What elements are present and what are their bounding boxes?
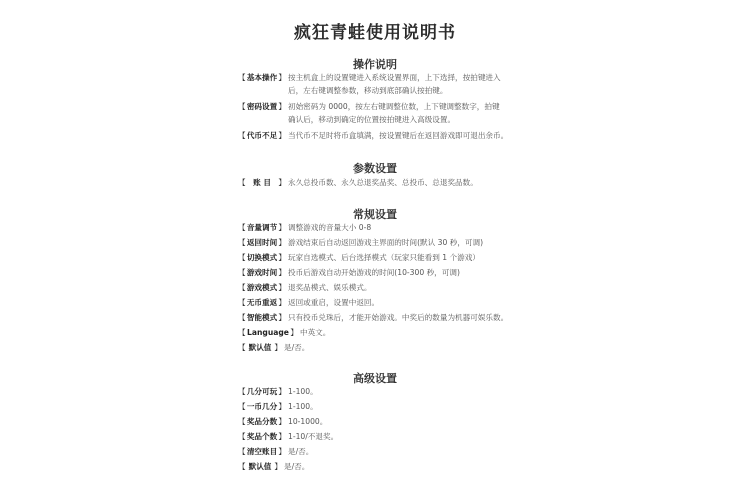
spec-label-text: 几分可玩 [246,387,278,396]
spec-label-text: 音量调节 [246,223,278,232]
bracket-open: 【 [238,131,246,140]
bracket-close: 】 [274,343,282,352]
spec-label-text: 代币不足 [246,131,278,140]
bracket-close: 】 [278,102,286,111]
section-heading-operation: 操作说明 [353,58,397,71]
spec-label [238,401,286,413]
spec-row [238,431,538,444]
bracket-open: 【 [238,313,246,322]
bracket-open: 【 [238,447,246,456]
bracket-close: 】 [278,298,286,307]
spec-label [238,446,286,458]
bracket-open: 【 [238,402,246,411]
spec-row [238,222,538,235]
section-heading-advanced: 高级设置 [353,372,397,385]
spec-desc: 退奖品模式、娱乐模式。 [288,283,372,292]
bracket-open: 【 [238,73,246,82]
bracket-open: 【 [238,462,246,471]
page-title: 疯狂青蛙使用说明书 [294,23,456,43]
spec-label-text: 游戏模式 [246,283,278,292]
spec-row [238,342,538,355]
spec-label-text: 奖品分数 [246,417,278,426]
spec-label [238,130,286,142]
spec-label-text: 清空账目 [246,447,278,456]
spec-row [238,72,538,97]
bracket-close: 】 [278,131,286,140]
bracket-close: 】 [278,402,286,411]
spec-desc: 初始密码为 0000，按左右键调整位数，上下键调整数字，拍键 确认后，移动到确定的位置按拍键进入高级设置。 [288,102,500,124]
spec-row [238,130,538,143]
spec-label [238,237,286,249]
bracket-close: 】 [278,73,286,82]
spec-label-text: 账 目 [253,178,271,187]
spec-label-text: 密码设置 [246,102,278,111]
bracket-close: 】 [278,253,286,262]
spec-row [238,327,538,340]
spec-desc: 当代币不足时将币盒填满，按设置键后在返回游戏即可退出余币。 [288,131,509,140]
spec-row [238,401,538,414]
spec-row [238,177,538,190]
spec-label [238,267,286,279]
section-heading-general: 常规设置 [353,208,397,221]
bracket-open: 【 [238,417,246,426]
bracket-open: 【 [238,238,246,247]
spec-row [238,282,538,295]
bracket-close: 】 [278,283,286,292]
spec-label [238,72,286,84]
spec-row [238,101,538,126]
spec-label-text: 返回时间 [246,238,278,247]
spec-desc: 是/否。 [288,447,314,456]
bracket-open: 【 [238,283,246,292]
spec-label-text: 切换模式 [246,253,278,262]
spec-desc: 1-100。 [288,387,318,396]
spec-label [238,101,286,113]
bracket-open: 【 [238,268,246,277]
spec-label [238,282,286,294]
spec-desc: 调整游戏的音量大小 0-8 [288,223,372,232]
spec-desc: 玩家自选模式、后台选择模式（玩家只能看到 1 个游戏） [288,253,480,262]
spec-desc: 只有投币兑珠后，才能开始游戏。中奖后的数量为机器可娱乐数。 [288,313,509,322]
spec-desc: 10-1000。 [288,417,328,426]
spec-desc: 返回或重启，设置中返回。 [288,298,380,307]
bracket-close: 】 [278,417,286,426]
spec-label-text: 一币几分 [246,402,278,411]
spec-label-text: 默认值 [248,462,272,471]
spec-label [238,461,282,473]
bracket-open: 【 [238,253,246,262]
spec-desc: 投币后游戏自动开始游戏的时间(10-300 秒，可调) [288,268,460,277]
spec-label [238,416,286,428]
bracket-close: 】 [278,313,286,322]
spec-label [238,297,286,309]
bracket-open: 【 [238,432,246,441]
bracket-close: 】 [290,328,298,337]
spec-desc: 是/否。 [284,462,310,471]
bracket-open: 【 [238,387,246,396]
spec-row [238,252,538,265]
spec-row [238,297,538,310]
bracket-close: 】 [278,238,286,247]
spec-desc: 中英文。 [300,328,331,337]
spec-desc: 游戏结束后自动返回游戏主界面的时间(默认 30 秒，可调) [288,238,484,247]
bracket-open: 【 [238,343,246,352]
spec-label-text: 基本操作 [246,73,278,82]
spec-desc: 永久总投币数、永久总退奖品奖、总投币、总退奖品数。 [288,178,478,187]
spec-row [238,312,538,325]
bracket-open: 【 [238,223,246,232]
spec-label-text: 无币重返 [246,298,278,307]
spec-label [238,327,298,339]
spec-row [238,446,538,459]
spec-label [238,252,286,264]
spec-label [238,386,286,398]
spec-row [238,267,538,280]
bracket-close: 】 [278,447,286,456]
spec-label [238,431,286,443]
spec-label-text: 智能模式 [246,313,278,322]
spec-row [238,237,538,250]
bracket-close: 】 [278,178,286,187]
bracket-close: 】 [278,223,286,232]
spec-label [238,222,286,234]
spec-row [238,386,538,399]
spec-row [238,416,538,429]
bracket-open: 【 [238,298,246,307]
bracket-open: 【 [238,102,246,111]
bracket-close: 】 [278,432,286,441]
spec-desc: 按主机盒上的设置键进入系统设置界面，上下选择，按拍键进入 后，左右键调整参数，移动到底部确认按拍键。 [288,73,501,95]
bracket-open: 【 [238,328,246,337]
spec-label [238,177,286,189]
spec-label-text: 游戏时间 [246,268,278,277]
spec-row [238,461,538,474]
spec-label-text: Language [247,328,289,337]
bracket-close: 】 [278,268,286,277]
spec-desc: 1-10/不退奖。 [288,432,339,441]
spec-label [238,342,282,354]
spec-label-text: 奖品个数 [246,432,278,441]
bracket-close: 】 [274,462,282,471]
spec-label [238,312,286,324]
spec-desc: 是/否。 [284,343,310,352]
section-heading-parameters: 参数设置 [353,162,397,175]
spec-desc: 1-100。 [288,402,318,411]
spec-label-text: 默认值 [248,343,272,352]
bracket-close: 】 [278,387,286,396]
bracket-open: 【 [238,178,246,187]
